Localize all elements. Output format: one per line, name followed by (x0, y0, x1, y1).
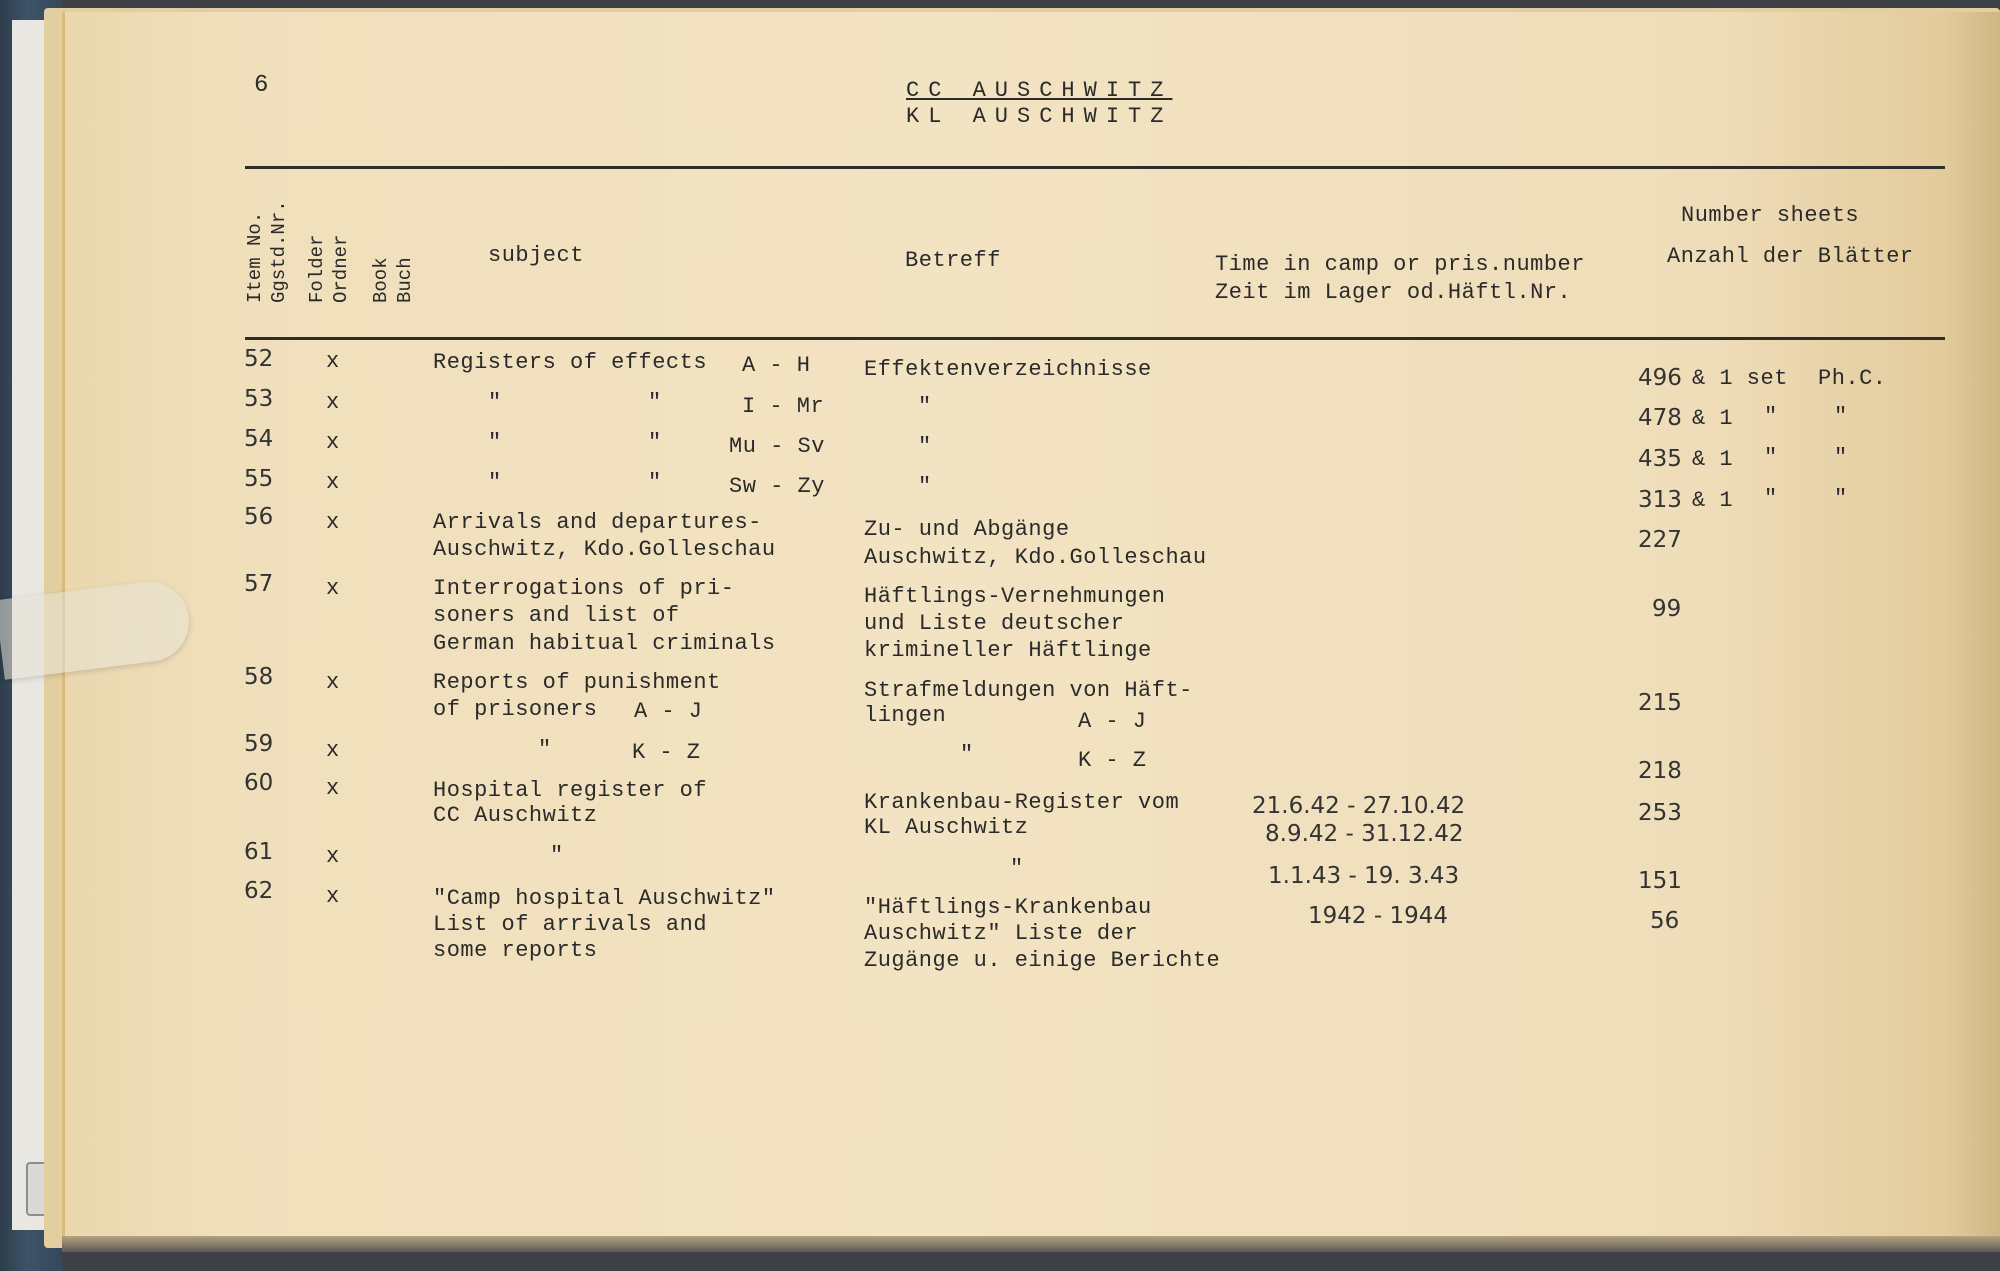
row-54-ditto-2: " (1834, 445, 1848, 470)
row-55-sheets: 313 (1638, 487, 1682, 513)
row-53-item-no: 53 (244, 386, 274, 412)
row-54-subject-ditto-1: " (488, 430, 502, 455)
header-sheets-de: Anzahl der Blätter (1667, 244, 1914, 269)
row-54-item-no: 54 (244, 426, 274, 452)
row-62-sheets: 56 (1650, 908, 1680, 934)
row-55-betreff-ditto: " (918, 474, 932, 499)
row-62-betreff-line-2: Auschwitz" Liste der (864, 921, 1139, 946)
header-item-no: Item No. (244, 211, 266, 303)
row-60-betreff-line-2: KL Auschwitz (864, 815, 1029, 840)
header-time-en: Time in camp or pris.number (1215, 252, 1585, 277)
row-59-folder-mark: x (326, 738, 340, 763)
row-58-subject-line-2: of prisoners (433, 697, 598, 722)
header-time-de: Zeit im Lager od.Häftl.Nr. (1215, 280, 1572, 305)
row-54-sheets: 435 (1638, 446, 1682, 472)
row-60-time-line-2: 8.9.42 - 31.12.42 (1265, 821, 1464, 847)
row-58-range: A - J (634, 699, 703, 724)
header-subject: subject (488, 243, 584, 268)
row-55-ditto-2: " (1834, 486, 1848, 511)
row-62-betreff-line-1: "Häftlings-Krankenbau (864, 895, 1152, 920)
row-55-folder-mark: x (326, 470, 340, 495)
row-56-betreff-line-1: Zu- und Abgänge (864, 517, 1070, 542)
header-item-no-de: Ggstd.Nr. (268, 200, 290, 303)
row-58-folder-mark: x (326, 670, 340, 695)
page-bottom-edge (62, 1236, 2000, 1252)
row-61-sheets: 151 (1638, 868, 1682, 894)
row-59-subject-ditto: " (538, 737, 552, 762)
row-62-item-no: 62 (244, 878, 274, 904)
row-56-sheets: 227 (1638, 527, 1682, 553)
row-53-folder-mark: x (326, 390, 340, 415)
row-58-item-no: 58 (244, 664, 274, 690)
table-header-rule (245, 337, 1945, 340)
row-58-subject-line-1: Reports of punishment (433, 670, 721, 695)
row-59-sheets: 218 (1638, 758, 1682, 784)
title-english: CC AUSCHWITZ (906, 78, 1173, 103)
row-62-subject-line-1: "Camp hospital Auschwitz" (433, 886, 776, 911)
row-62-folder-mark: x (326, 884, 340, 909)
row-52-sheets-note: Ph.C. (1818, 366, 1887, 391)
row-58-betreff-range: A - J (1078, 709, 1147, 734)
page-number: 6 (254, 72, 269, 99)
row-57-sheets: 99 (1652, 596, 1682, 622)
row-57-betreff-line-2: und Liste deutscher (864, 611, 1125, 636)
header-sheets-en: Number sheets (1681, 203, 1860, 228)
row-55-item-no: 55 (244, 466, 274, 492)
row-61-item-no: 61 (244, 839, 274, 865)
header-book-de: Buch (394, 257, 416, 303)
row-53-subject-ditto-2: " (648, 390, 662, 415)
row-53-range: I - Mr (742, 394, 825, 419)
row-54-range: Mu - Sv (729, 434, 825, 459)
row-55-ditto-1: " (1764, 486, 1778, 511)
row-53-ditto-2: " (1834, 404, 1848, 429)
row-58-betreff-line-1: Strafmeldungen von Häft- (864, 678, 1193, 703)
row-60-betreff-line-1: Krankenbau-Register vom (864, 790, 1180, 815)
row-55-range: Sw - Zy (729, 474, 825, 499)
row-60-folder-mark: x (326, 776, 340, 801)
row-57-folder-mark: x (326, 576, 340, 601)
row-52-subject: Registers of effects (433, 350, 708, 375)
row-57-subject-line-1: Interrogations of pri- (433, 576, 735, 601)
row-57-betreff-line-3: krimineller Häftlinge (864, 638, 1152, 663)
row-59-betreff-range: K - Z (1078, 748, 1147, 773)
row-52-sheets: 496 (1638, 365, 1682, 391)
row-55-subject-ditto-1: " (488, 470, 502, 495)
row-59-item-no: 59 (244, 731, 274, 757)
row-62-subject-line-2: List of arrivals and (433, 912, 708, 937)
row-58-betreff-line-2: lingen (864, 703, 947, 728)
header-betreff: Betreff (905, 248, 1001, 273)
row-60-sheets: 253 (1638, 800, 1682, 826)
row-58-sheets: 215 (1638, 690, 1682, 716)
row-52-range: A - H (742, 353, 811, 378)
row-56-betreff-line-2: Auschwitz, Kdo.Golleschau (864, 545, 1207, 570)
row-52-sheets-extra: & 1 set (1692, 366, 1788, 391)
row-62-subject-line-3: some reports (433, 938, 598, 963)
row-57-betreff-line-1: Häftlings-Vernehmungen (864, 584, 1166, 609)
row-53-sheets: 478 (1638, 405, 1682, 431)
row-57-subject-line-2: soners and list of (433, 603, 680, 628)
row-56-subject-line-2: Auschwitz, Kdo.Golleschau (433, 537, 776, 562)
row-56-folder-mark: x (326, 510, 340, 535)
row-62-betreff-line-3: Zugänge u. einige Berichte (864, 948, 1221, 973)
row-59-range: K - Z (632, 740, 701, 765)
row-55-sheets-extra: & 1 (1692, 488, 1734, 513)
row-61-folder-mark: x (326, 844, 340, 869)
title-german: KL AUSCHWITZ (906, 104, 1173, 129)
row-60-item-no: 60 (244, 770, 274, 796)
header-book: Book (370, 257, 392, 303)
row-56-item-no: 56 (244, 504, 274, 530)
header-folder: Folder (306, 234, 328, 303)
row-53-ditto-1: " (1764, 404, 1778, 429)
row-57-item-no: 57 (244, 571, 274, 597)
row-54-sheets-extra: & 1 (1692, 447, 1734, 472)
row-56-subject-line-1: Arrivals and departures- (433, 510, 762, 535)
row-54-folder-mark: x (326, 430, 340, 455)
row-60-subject-line-2: CC Auschwitz (433, 803, 598, 828)
row-52-folder-mark: x (326, 349, 340, 374)
row-52-betreff: Effektenverzeichnisse (864, 357, 1152, 382)
row-52-item-no: 52 (244, 346, 274, 372)
row-60-subject-line-1: Hospital register of (433, 778, 708, 803)
row-59-betreff-ditto: " (960, 742, 974, 767)
row-54-betreff-ditto: " (918, 434, 932, 459)
row-53-subject-ditto-1: " (488, 390, 502, 415)
row-54-ditto-1: " (1764, 445, 1778, 470)
row-54-subject-ditto-2: " (648, 430, 662, 455)
row-60-time-line-1: 21.6.42 - 27.10.42 (1252, 793, 1466, 819)
row-62-time: 1942 - 1944 (1308, 903, 1448, 929)
row-61-betreff-ditto: " (1010, 856, 1024, 881)
table-top-rule (245, 166, 1945, 169)
row-53-betreff-ditto: " (918, 394, 932, 419)
row-57-subject-line-3: German habitual criminals (433, 631, 776, 656)
row-61-subject-ditto: " (550, 843, 564, 868)
row-53-sheets-extra: & 1 (1692, 406, 1734, 431)
row-61-time: 1.1.43 - 19. 3.43 (1268, 863, 1460, 889)
header-folder-de: Ordner (330, 234, 352, 303)
row-55-subject-ditto-2: " (648, 470, 662, 495)
